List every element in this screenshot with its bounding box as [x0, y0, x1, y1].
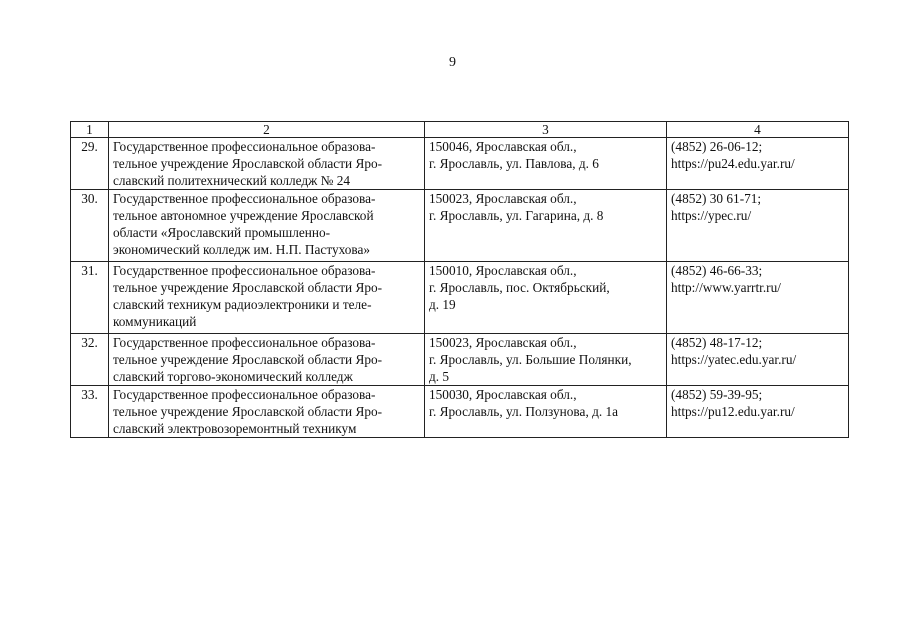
contacts-cell — [667, 138, 849, 190]
institution-name-line: Государственное профессиональное образова- — [113, 139, 376, 154]
institution-name-cell — [109, 334, 425, 386]
institution-name-cell — [109, 386, 425, 438]
table-header-row — [71, 122, 849, 138]
page-number: 9 — [449, 55, 456, 70]
contacts-line: https://pu12.edu.yar.ru/ — [671, 404, 795, 419]
address-cell — [425, 262, 667, 334]
contacts-line: (4852) 48-17-12; — [671, 335, 763, 350]
institution-name-line: тельное учреждение Ярославской области Яро- — [113, 352, 383, 367]
table-row — [71, 190, 849, 262]
contacts-cell — [667, 334, 849, 386]
column-header-name: 2 — [109, 122, 425, 138]
row-number-cell: 30. — [71, 190, 109, 262]
institution-name-line: тельное учреждение Ярославской области Яро- — [113, 404, 383, 419]
institution-name-cell — [109, 262, 425, 334]
institutions-table — [70, 121, 849, 438]
institution-name-line: тельное автономное учреждение Ярославской — [113, 208, 374, 223]
address-line: 150023, Ярославская обл., — [429, 191, 577, 206]
contacts-line: https://yatec.edu.yar.ru/ — [671, 352, 797, 367]
contacts-cell — [667, 386, 849, 438]
table-row — [71, 334, 849, 386]
institution-name-line: Государственное профессиональное образова- — [113, 263, 376, 278]
row-number-cell: 32. — [71, 334, 109, 386]
contacts-line: https://ypec.ru/ — [671, 208, 752, 223]
institution-name-line: Государственное профессиональное образова- — [113, 387, 376, 402]
table-body — [71, 138, 849, 438]
institution-name-line: славский электровозоремонтный техникум — [113, 421, 357, 436]
address-line: г. Ярославль, ул. Гагарина, д. 8 — [429, 208, 604, 223]
address-line: д. 5 — [429, 369, 450, 384]
address-cell — [425, 138, 667, 190]
contacts-cell — [667, 262, 849, 334]
column-header-address: 3 — [425, 122, 667, 138]
table-row — [71, 138, 849, 190]
contacts-line: (4852) 59-39-95; — [671, 387, 763, 402]
institution-name-line: Государственное профессиональное образова- — [113, 191, 376, 206]
address-line: д. 19 — [429, 297, 456, 312]
address-line: 150030, Ярославская обл., — [429, 387, 577, 402]
address-cell — [425, 190, 667, 262]
row-number-cell: 33. — [71, 386, 109, 438]
column-header-contacts: 4 — [667, 122, 849, 138]
institution-name-line: тельное учреждение Ярославской области Яро- — [113, 280, 383, 295]
contacts-line: (4852) 30 61-71; — [671, 191, 762, 206]
institution-name-line: славский политехнический колледж № 24 — [113, 173, 350, 188]
institution-name-line: экономический колледж им. Н.П. Пастухова» — [113, 242, 371, 257]
address-line: 150023, Ярославская обл., — [429, 335, 577, 350]
contacts-line: http://www.yarrtr.ru/ — [671, 280, 781, 295]
institution-name-line: славский техникум радиоэлектроники и теле- — [113, 297, 372, 312]
address-line: г. Ярославль, ул. Большие Полянки, — [429, 352, 632, 367]
institution-name-line: тельное учреждение Ярославской области Яро- — [113, 156, 383, 171]
address-line: г. Ярославль, пос. Октябрьский, — [429, 280, 610, 295]
institution-name-line: коммуникаций — [113, 314, 197, 329]
contacts-line: https://pu24.edu.yar.ru/ — [671, 156, 795, 171]
table-row — [71, 386, 849, 438]
address-cell — [425, 334, 667, 386]
institution-name-line: области «Ярославский промышленно- — [113, 225, 331, 240]
institution-name-cell — [109, 190, 425, 262]
address-cell — [425, 386, 667, 438]
institution-name-line: славский торгово-экономический колледж — [113, 369, 353, 384]
row-number-cell: 29. — [71, 138, 109, 190]
contacts-line: (4852) 46-66-33; — [671, 263, 763, 278]
contacts-cell — [667, 190, 849, 262]
address-line: г. Ярославль, ул. Павлова, д. 6 — [429, 156, 599, 171]
contacts-line: (4852) 26-06-12; — [671, 139, 763, 154]
address-line: г. Ярославль, ул. Ползунова, д. 1а — [429, 404, 619, 419]
address-line: 150046, Ярославская обл., — [429, 139, 577, 154]
table-row — [71, 262, 849, 334]
row-number-cell: 31. — [71, 262, 109, 334]
institution-name-line: Государственное профессиональное образова- — [113, 335, 376, 350]
institution-name-cell — [109, 138, 425, 190]
column-header-number: 1 — [71, 122, 109, 138]
address-line: 150010, Ярославская обл., — [429, 263, 577, 278]
